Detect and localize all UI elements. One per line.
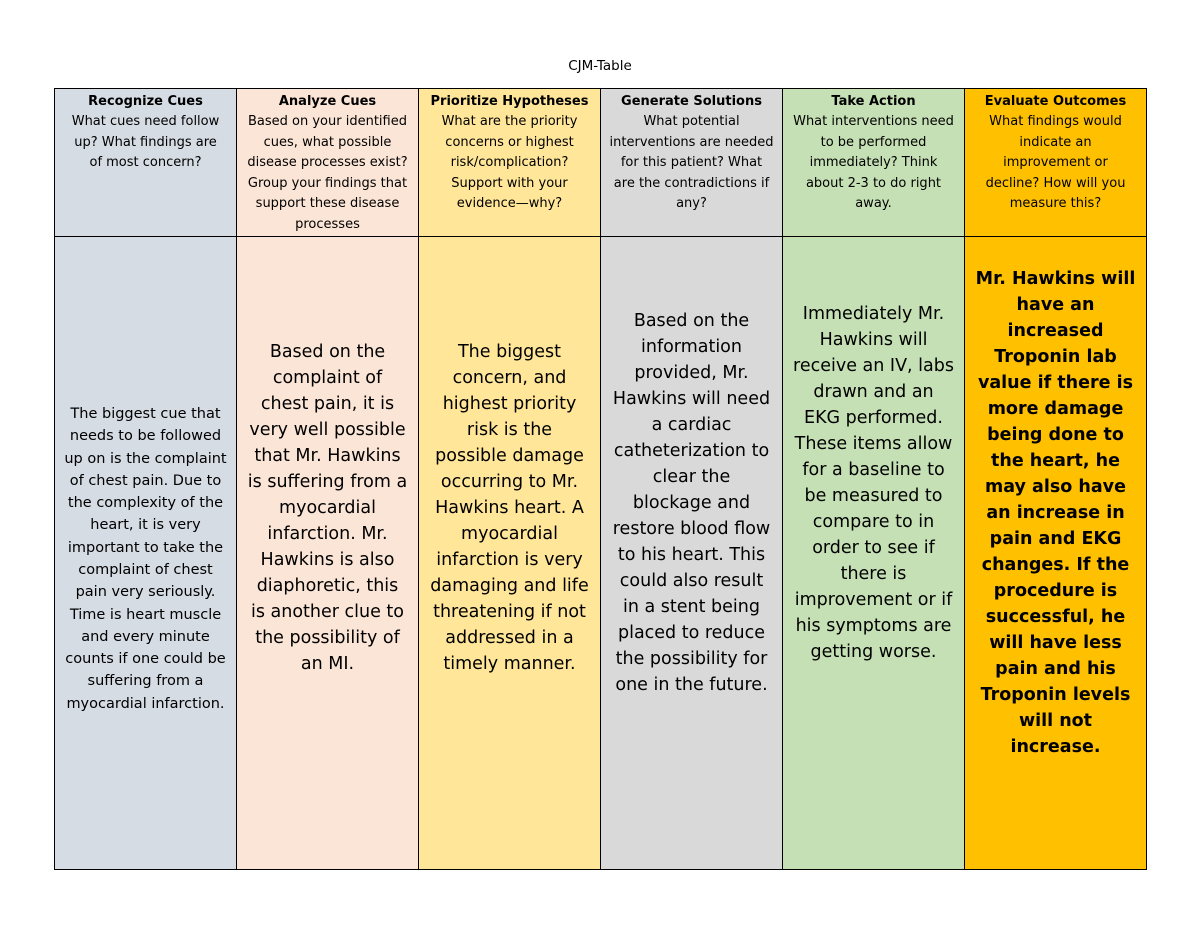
content-cell-recognize-cues — [55, 237, 237, 870]
column-title: Analyze Cues — [278, 94, 377, 109]
header-cell-take-action — [783, 89, 965, 237]
column-title: Evaluate Outcomes — [984, 94, 1127, 109]
cell-text: The biggest cue that needs to be followed up on is the complaint of chest pain. Due to the complexity of the heart, it is very important to take the complaint of chest pain very seriously. Time is heart muscle and every minute counts if one could be suffering from a myocardial infarction. — [64, 405, 227, 712]
content-cell-generate-solutions — [601, 237, 783, 870]
content-cell-analyze-cues — [237, 237, 419, 870]
content-cell-take-action — [783, 237, 965, 870]
column-title: Generate Solutions — [621, 94, 762, 109]
column-description: Based on your identified cues, what possible disease processes exist? Group your findings that support these disease processes — [247, 114, 408, 232]
header-cell-generate-solutions — [601, 89, 783, 237]
column-description: What interventions need to be performed immediately? Think about 2-3 to do right away. — [793, 114, 954, 211]
column-title: Recognize Cues — [88, 94, 203, 109]
column-description: What cues need follow up? What findings are of most concern? — [71, 114, 220, 170]
table-content-row — [55, 237, 1147, 870]
header-cell-evaluate-outcomes — [965, 89, 1147, 237]
cell-text: Based on the information provided, Mr. Hawkins will need a cardiac catheterization to clear the blockage and restore blood flow to his heart. This could also result in a stent being placed to reduce the possibility for one in the future. — [612, 311, 771, 695]
column-description: What potential interventions are needed for this patient? What are the contradictions if any? — [609, 114, 774, 211]
column-title: Take Action — [831, 94, 916, 109]
document-title: CJM-Table — [568, 58, 632, 74]
cell-text: Immediately Mr. Hawkins will receive an IV, labs drawn and an EKG performed. These items allow for a baseline to be measured to compare to in order to see if there is improvement or if his symptoms are getting worse. — [793, 304, 954, 662]
content-cell-prioritize-hypotheses — [419, 237, 601, 870]
header-cell-analyze-cues — [237, 89, 419, 237]
header-cell-recognize-cues — [55, 89, 237, 237]
cell-text: Based on the complaint of chest pain, it is very well possible that Mr. Hawkins is suffering from a myocardial infarction. Mr. Hawkins is also diaphoretic, this is another clue to the possibility of an MI. — [247, 342, 408, 674]
column-title: Prioritize Hypotheses — [430, 94, 589, 109]
column-description: What are the priority concerns or highest risk/complication? Support with your evidence—why? — [441, 114, 578, 211]
cjm-table — [54, 88, 1147, 870]
table-header-row — [55, 89, 1147, 237]
header-cell-prioritize-hypotheses — [419, 89, 601, 237]
column-description: What findings would indicate an improvement or decline? How will you measure this? — [985, 114, 1126, 211]
cell-text: Mr. Hawkins will have an increased Troponin lab value if there is more damage being done to the heart, he may also have an increase in pain and EKG changes. If the procedure is successful, he will have less pain and his Troponin levels will not increase. — [975, 269, 1136, 757]
content-cell-evaluate-outcomes — [965, 237, 1147, 870]
cell-text: The biggest concern, and highest priority risk is the possible damage occurring to Mr. Hawkins heart. A myocardial infarction is very damaging and life threatening if not addressed in a timely manner. — [430, 342, 589, 674]
